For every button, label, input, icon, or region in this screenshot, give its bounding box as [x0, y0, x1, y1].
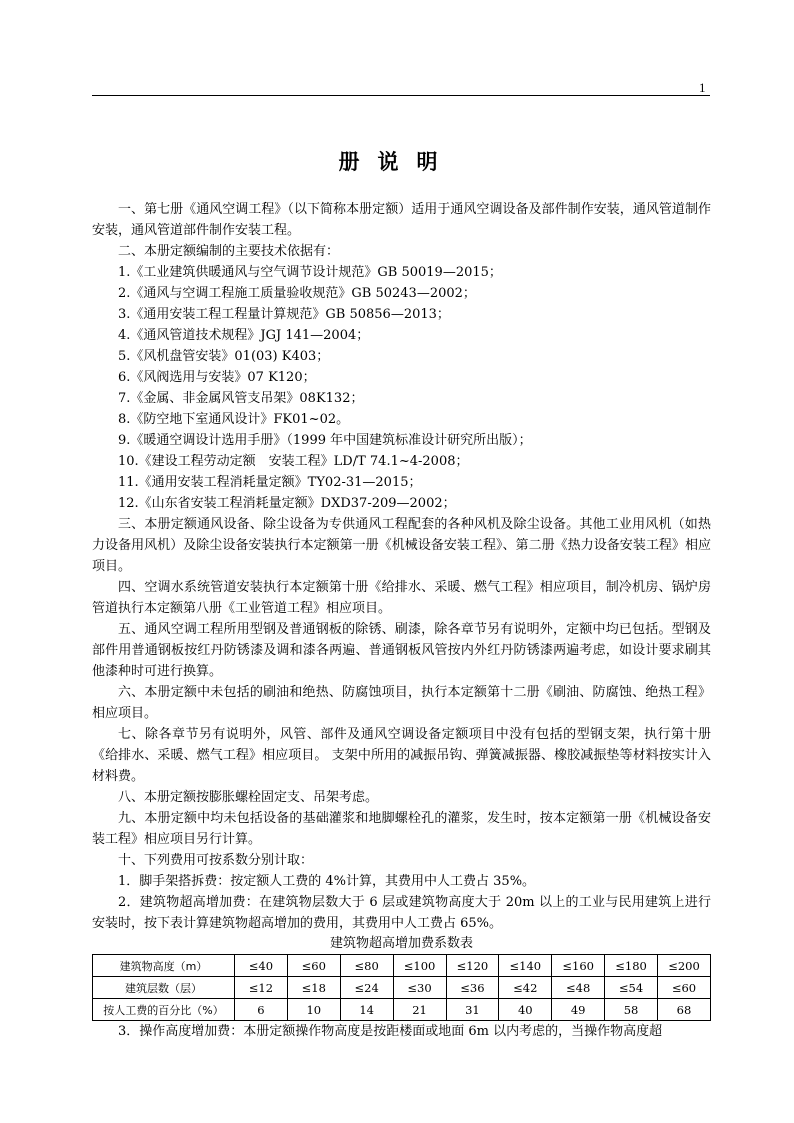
reference-item: 10.《建设工程劳动定额 安装工程》LD/T 74.1~4-2008； — [118, 454, 469, 469]
table-cell: ≤140 — [499, 955, 552, 977]
fee-item: 3．操作高度增加费：本册定额操作物高度是按距楼面或地面 6m 以内考虑的，当操作物高度超 — [118, 1024, 663, 1039]
table-cell: 14 — [340, 999, 393, 1021]
table-cell: ≤60 — [287, 955, 340, 977]
table-cell: ≤120 — [446, 955, 499, 977]
table-row — [93, 999, 711, 1021]
table-cell: ≤54 — [605, 977, 658, 999]
reference-item: 11.《通用安装工程消耗量定额》TY02-31—2015； — [118, 475, 422, 490]
paragraph: 十、下列费用可按系数分别计取： — [118, 853, 314, 868]
table-cell: 31 — [446, 999, 499, 1021]
header-rule — [92, 95, 710, 96]
table-cell: ≤160 — [552, 955, 605, 977]
table-cell: ≤200 — [658, 955, 711, 977]
paragraph: 八、本册定额按膨胀螺栓固定支、吊架考虑。 — [118, 790, 379, 805]
row-header: 建筑物高度（m） — [93, 955, 235, 977]
reference-item: 9.《暖通空调设计选用手册》（1999 年中国建筑标准设计研究所出版）； — [118, 433, 532, 448]
table-row — [93, 977, 711, 999]
row-header: 建筑层数（层） — [93, 977, 235, 999]
table-cell: 68 — [658, 999, 711, 1021]
table-caption: 建筑物超高增加费系数表 — [329, 936, 473, 951]
reference-item: 7.《金属、非金属风管支吊架》08K132； — [118, 391, 364, 406]
reference-item: 6.《风阀选用与安装》07 K120； — [118, 370, 316, 385]
table-cell: ≤60 — [658, 977, 711, 999]
reference-item: 8.《防空地下室通风设计》FK01~02。 — [118, 412, 350, 427]
reference-item: 4.《通风管道技术规程》JGJ 141—2004； — [118, 328, 370, 343]
table-cell: ≤18 — [287, 977, 340, 999]
row-header: 按人工费的百分比（%） — [93, 999, 235, 1021]
table-cell: 58 — [605, 999, 658, 1021]
table-cell: ≤80 — [340, 955, 393, 977]
table-cell: ≤30 — [393, 977, 446, 999]
paragraph: 二、本册定额编制的主要技术依据有： — [118, 244, 340, 259]
reference-item: 3.《通用安装工程工程量计算规范》GB 50856—2013； — [118, 307, 450, 322]
table-cell: ≤180 — [605, 955, 658, 977]
reference-item: 2.《通风与空调工程施工质量验收规范》GB 50243—2002； — [118, 286, 476, 301]
table-cell: 21 — [393, 999, 446, 1021]
fee-item: 2．建筑物超高增加费：在建筑物层数大于 6 层或建筑物高度大于 20m 以上的工业与民用建筑上进行安装时，按下表计算建筑物超高增加的费用，其费用中人工费占 65%。 — [92, 895, 711, 931]
table-cell: ≤100 — [393, 955, 446, 977]
paragraph: 六、本册定额中未包括的刷油和绝热、防腐蚀项目，执行本定额第十二册《刷油、防腐蚀、绝热工程》相应项目。 — [92, 685, 711, 721]
table-cell: ≤40 — [235, 955, 288, 977]
table-cell: 49 — [552, 999, 605, 1021]
table-cell: 10 — [287, 999, 340, 1021]
table-cell: ≤36 — [446, 977, 499, 999]
coefficient-table — [92, 954, 711, 1021]
table-cell: ≤42 — [499, 977, 552, 999]
table-cell: ≤24 — [340, 977, 393, 999]
page-title: 册说明 — [338, 150, 456, 174]
paragraph: 四、空调水系统管道安装执行本定额第十册《给排水、采暖、燃气工程》相应项目，制冷机房、锅炉房管道执行本定额第八册《工业管道工程》相应项目。 — [92, 580, 711, 616]
table-row — [93, 955, 711, 977]
paragraph: 五、通风空调工程所用型钢及普通钢板的除锈、刷漆，除各章节另有说明外，定额中均已包括。型钢及部件用普通钢板按红丹防锈漆及调和漆各两遍、普通钢板风管按内外红丹防锈漆两遍考虑，如设计要求刷其他漆种时可进行换算。 — [92, 622, 711, 679]
table-cell: 6 — [235, 999, 288, 1021]
document-body — [92, 199, 711, 1042]
reference-item: 5.《风机盘管安装》01(03) K403； — [118, 349, 330, 364]
paragraph: 九、本册定额中均未包括设备的基础灌浆和地脚螺栓孔的灌浆，发生时，按本定额第一册《机械设备安装工程》相应项目另行计算。 — [92, 811, 711, 847]
paragraph: 一、第七册《通风空调工程》（以下简称本册定额）适用于通风空调设备及部件制作安装，通风管道制作安装，通风管道部件制作安装工程。 — [92, 202, 711, 238]
page-number: 1 — [699, 80, 706, 95]
paragraph: 三、本册定额通风设备、除尘设备为专供通风工程配套的各种风机及除尘设备。其他工业用风机（如热力设备用风机）及除尘设备安装执行本定额第一册《机械设备安装工程》、第二册《热力设备安装工程》相应项目。 — [92, 517, 711, 574]
paragraph: 七、除各章节另有说明外，风管、部件及通风空调设备定额项目中没有包括的型钢支架，执行第十册《给排水、采暖、燃气工程》相应项目。 支架中所用的减振吊钩、弹簧减振器、橡胶减振垫等材料按实计入材料费。 — [92, 727, 711, 784]
reference-item: 12.《山东省安装工程消耗量定额》DXD37-209—2002； — [118, 496, 456, 511]
table-cell: ≤48 — [552, 977, 605, 999]
fee-item: 1．脚手架搭拆费：按定额人工费的 4%计算，其费用中人工费占 35%。 — [118, 874, 536, 889]
reference-item: 1.《工业建筑供暖通风与空气调节设计规范》GB 50019—2015； — [118, 265, 502, 280]
table-cell: 40 — [499, 999, 552, 1021]
table-cell: ≤12 — [235, 977, 288, 999]
